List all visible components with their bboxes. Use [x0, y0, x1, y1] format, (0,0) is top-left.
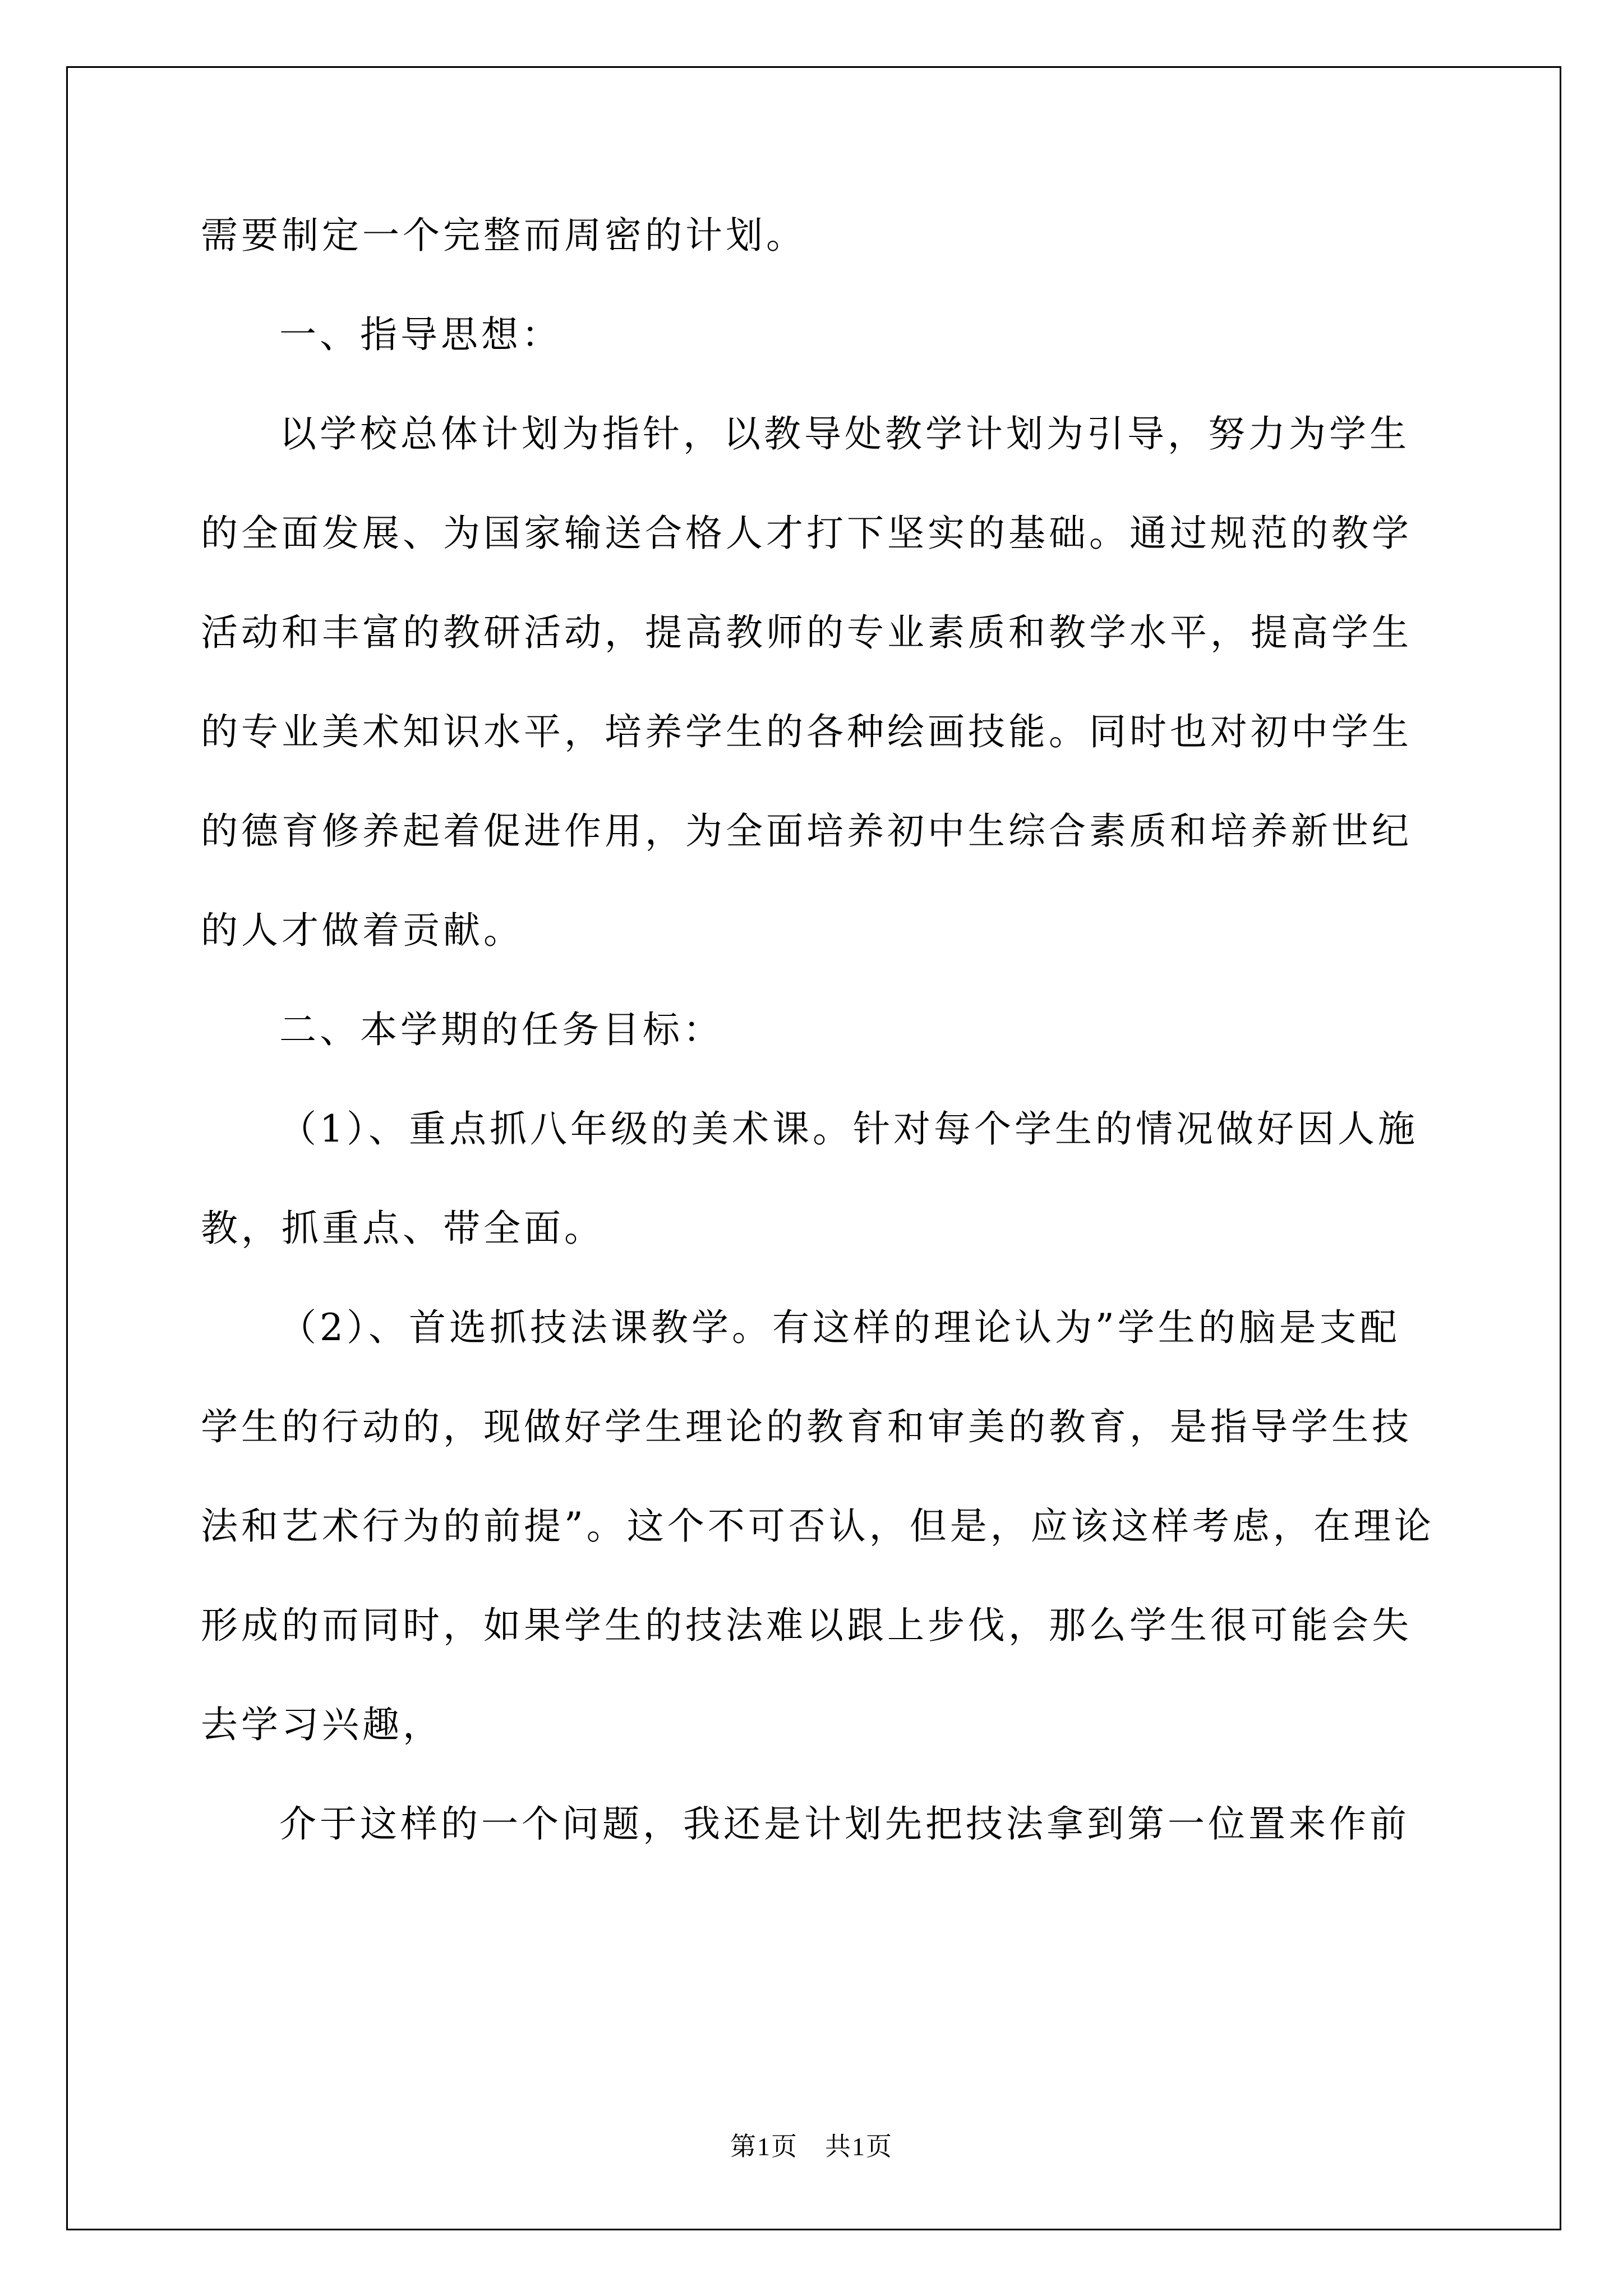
- text-line: 学生的行动的，现做好学生理论的教育和审美的教育，是指导学生技: [201, 1405, 1412, 1448]
- heading-guiding-ideology: 一、指导思想：: [279, 313, 562, 356]
- page-footer: 第1页 共1页: [730, 2132, 893, 2161]
- text-line: 以学校总体计划为指针，以教导处教学计划为引导，努力为学生: [279, 412, 1410, 455]
- text-line: （2）、首选抓技法课教学。有这样的理论认为”学生的脑是支配: [279, 1306, 1400, 1349]
- text-line: 需要制定一个完整而周密的计划。: [201, 214, 806, 257]
- text-line: 形成的而同时，如果学生的技法难以跟上步伐，那么学生很可能会失: [201, 1604, 1412, 1647]
- text-line: 的专业美术知识水平，培养学生的各种绘画技能。同时也对初中学生: [201, 710, 1412, 753]
- heading-semester-goals: 二、本学期的任务目标：: [279, 1008, 723, 1051]
- text-line: 的全面发展、为国家输送合格人才打下坚实的基础。通过规范的教学: [201, 512, 1412, 555]
- text-line: 的德育修养起着促进作用，为全面培养初中生综合素质和培养新世纪: [201, 809, 1412, 853]
- text-line: （1）、重点抓八年级的美术课。针对每个学生的情况做好因人施: [279, 1107, 1418, 1151]
- text-line: 介于这样的一个问题，我还是计划先把技法拿到第一位置来作前: [279, 1802, 1410, 1846]
- text-line: 活动和丰富的教研活动，提高教师的专业素质和教学水平，提高学生: [201, 611, 1412, 654]
- text-line: 的人才做着贡献。: [201, 909, 524, 952]
- text-line: 教，抓重点、带全面。: [201, 1207, 605, 1250]
- text-line: 法和艺术行为的前提”。这个不可否认，但是，应该这样考虑，在理论: [201, 1504, 1435, 1548]
- document-body: [201, 202, 1435, 1890]
- text-line: 去学习兴趣，: [201, 1703, 443, 1746]
